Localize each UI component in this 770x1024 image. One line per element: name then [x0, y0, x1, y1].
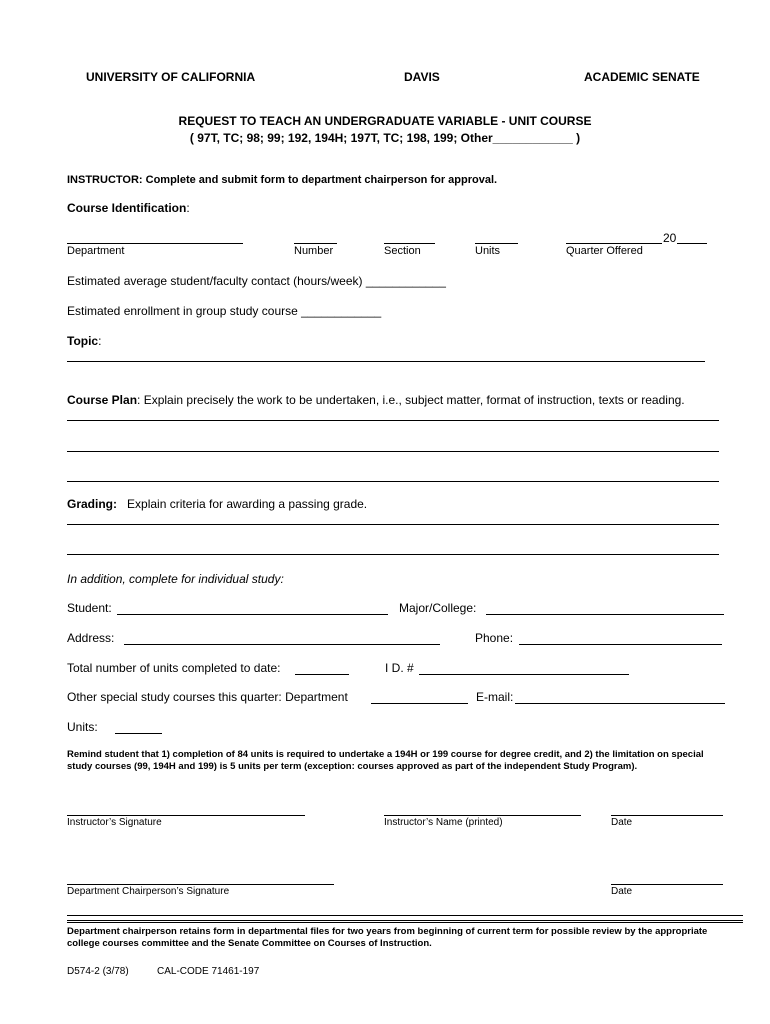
instructor-signature-label: Instructor’s Signature: [67, 817, 162, 828]
remind-note: Remind student that 1) completion of 84 units is required to undertake a 194H or 199 course for degree credit, and 2) the limitation on special study courses (99, 194H and 199) is 5 units per term (exception: courses approved as part of the independent Study Program).: [67, 749, 704, 772]
section-label: Section: [384, 245, 421, 257]
footer-note: Department chairperson retains form in departmental files for two years from beginning of current term for possible review by the appropriate college courses committee and the Senate Committee on Courses of Instruction.: [67, 926, 708, 949]
header-campus: DAVIS: [404, 70, 440, 84]
student-field[interactable]: [117, 614, 388, 615]
chair-signature-label: Department Chairperson’s Signature: [67, 886, 230, 897]
major-college-field[interactable]: [486, 614, 724, 615]
date-label-1: Date: [611, 817, 633, 828]
contact-hours-field[interactable]: Estimated average student/faculty contact (hours/week) ____________: [67, 274, 446, 288]
grading-line-1[interactable]: [67, 524, 719, 525]
phone-label: Phone:: [475, 631, 514, 645]
number-field[interactable]: [294, 243, 337, 244]
header-university: UNIVERSITY OF CALIFORNIA: [86, 70, 256, 84]
topic-label: Topic: [67, 334, 99, 348]
phone-field[interactable]: [519, 644, 722, 645]
address-field[interactable]: [124, 644, 440, 645]
email-field[interactable]: [515, 703, 725, 704]
address-label: Address:: [67, 631, 115, 645]
total-units-label: Total number of units completed to date:: [67, 661, 281, 675]
grading-line-2[interactable]: [67, 554, 719, 555]
course-identification-label: Course Identification: [67, 201, 187, 215]
form-code: D574-2 (3/78): [67, 966, 129, 977]
footer-divider-2: [67, 922, 743, 923]
course-plan-line-2[interactable]: [67, 451, 719, 452]
date-label-2: Date: [611, 886, 633, 897]
student-label: Student:: [67, 601, 112, 615]
major-college-label: Major/College:: [399, 601, 477, 615]
form-title: REQUEST TO TEACH AN UNDERGRADUATE VARIABLE - UNIT COURSE: [178, 114, 592, 128]
instructor-name-label: Instructor’s Name (printed): [384, 817, 503, 828]
instructor-name-field[interactable]: [384, 815, 581, 816]
course-plan-line-3[interactable]: [67, 481, 719, 482]
cal-code: CAL-CODE 71461-197: [157, 966, 260, 977]
course-plan-line-1[interactable]: [67, 420, 719, 421]
other-courses-department-field[interactable]: [371, 703, 468, 704]
course-plan-heading: [67, 393, 685, 407]
individual-study-heading: In addition, complete for individual study:: [67, 572, 284, 586]
units-label: Units: [475, 245, 501, 257]
footer-divider: [67, 915, 743, 921]
total-units-field[interactable]: [295, 674, 349, 675]
course-plan-label: Course Plan: [67, 393, 138, 407]
form-course-codes: ( 97T, TC; 98; 99; 192, 194H; 197T, TC; 198, 199; Other____________ ): [189, 131, 581, 145]
year-prefix: 20: [663, 231, 677, 245]
chair-signature-field[interactable]: [67, 884, 334, 885]
topic-heading: [67, 334, 101, 348]
id-field[interactable]: [419, 674, 629, 675]
department-label: Department: [67, 245, 125, 257]
id-label: I D. #: [385, 661, 414, 675]
department-field[interactable]: [67, 243, 243, 244]
grading-label: Grading:: [67, 497, 117, 511]
grading-heading: [67, 497, 367, 511]
units-field-study[interactable]: [115, 733, 162, 734]
year-field[interactable]: [677, 243, 707, 244]
section-field[interactable]: [384, 243, 435, 244]
quarter-offered-field[interactable]: [566, 243, 662, 244]
date-field-2[interactable]: [611, 884, 723, 885]
date-field-1[interactable]: [611, 815, 723, 816]
enrollment-field[interactable]: Estimated enrollment in group study course ____________: [67, 304, 382, 318]
number-label: Number: [294, 245, 334, 257]
topic-colon: :: [98, 334, 102, 348]
instructor-signature-field[interactable]: [67, 815, 305, 816]
course-identification-colon: :: [186, 201, 190, 215]
other-courses-label: Other special study courses this quarter: Department: [67, 690, 348, 704]
grading-text: Explain criteria for awarding a passing grade.: [127, 497, 368, 511]
course-plan-text: : Explain precisely the work to be undertaken, i.e., subject matter, format of instruction, texts or reading.: [137, 393, 685, 407]
course-identification-heading: [67, 201, 190, 215]
units-field[interactable]: [475, 243, 518, 244]
topic-line[interactable]: [67, 361, 705, 362]
units-label-study: Units:: [67, 720, 98, 734]
email-label: E-mail:: [476, 690, 514, 704]
quarter-offered-label: Quarter Offered: [566, 245, 643, 257]
instructor-instruction: INSTRUCTOR: Complete and submit form to department chairperson for approval.: [67, 174, 498, 186]
header-senate: ACADEMIC SENATE: [584, 70, 700, 84]
